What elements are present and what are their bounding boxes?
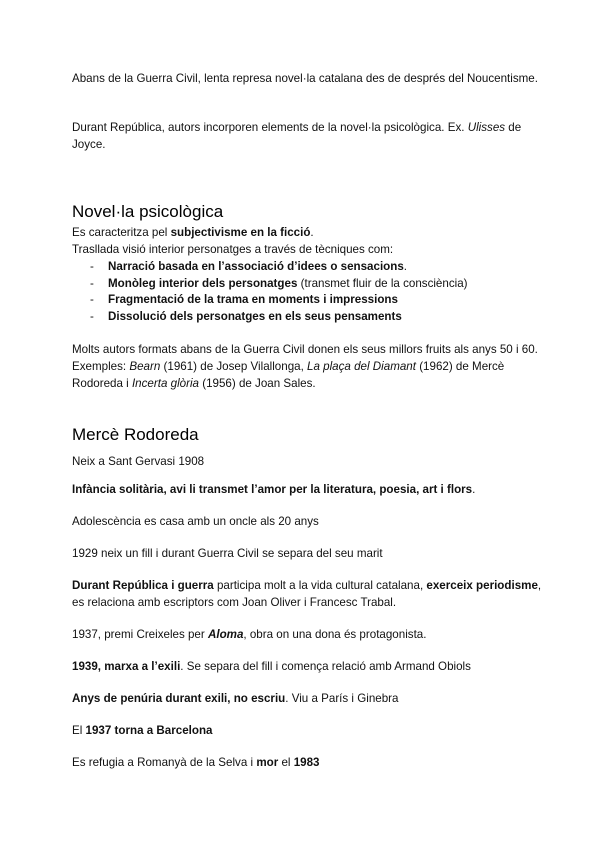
section-heading-merce-rodoreda: Mercè Rodoreda xyxy=(72,425,199,444)
text-run: 1929 neix un fill i durant Guerra Civil se separa del seu marit xyxy=(72,547,383,560)
section-heading-novella-psicologica: Novel·la psicològica xyxy=(72,202,224,221)
list-item xyxy=(72,259,542,276)
bold-text: Narració basada en l’associació d’idees o sensacions xyxy=(108,260,404,273)
paragraph xyxy=(72,545,542,562)
paragraph xyxy=(72,481,542,498)
text-run: Es caracteritza pel xyxy=(72,226,171,239)
text-run: participa molt a la vida cultural catalana, xyxy=(213,579,427,592)
text-run: el xyxy=(278,756,294,769)
text-run: (1962) de Mercè Rodoreda i xyxy=(72,360,505,390)
bold-text: mor xyxy=(256,756,279,769)
text-run: Abans de la Guerra Civil, lenta represa novel·la catalana des de després del Noucentisme. xyxy=(72,72,538,85)
paragraph xyxy=(72,754,542,771)
text-run: . Se separa del fill i comença relació amb Armand Obiols xyxy=(180,660,471,673)
text-run: El xyxy=(72,724,86,737)
bold-text: 1937 torna a Barcelona xyxy=(85,724,213,737)
paragraph xyxy=(72,658,542,675)
paragraph xyxy=(72,241,542,258)
italic-title: Incerta glòria xyxy=(131,377,199,390)
text-run: (1961) de Josep Vilallonga, xyxy=(160,360,308,373)
paragraph xyxy=(72,453,542,470)
paragraph xyxy=(72,513,542,530)
list-item xyxy=(72,292,542,309)
bold-text: Anys de penúria durant exili, no escriu xyxy=(72,692,286,705)
bold-text: Durant República i guerra xyxy=(72,579,214,592)
paragraph xyxy=(72,119,542,153)
list-item xyxy=(72,309,542,326)
text-run: Durant República, autors incorporen elements de la novel·la psicològica. Ex. xyxy=(72,121,468,134)
paragraph xyxy=(72,341,547,392)
bold-text: subjectivisme en la ficció xyxy=(170,226,311,239)
text-run: . xyxy=(310,226,314,239)
bold-text: Monòleg interior dels personatges xyxy=(108,276,298,290)
bold-text: Fragmentació de la trama en moments i impressions xyxy=(108,293,398,307)
bold-text: 1939, marxa a l’exili xyxy=(72,660,181,673)
text-run: , es relaciona amb escriptors com Joan Oliver i Francesc Trabal. xyxy=(72,579,542,609)
bold-italic-title: Aloma xyxy=(207,628,244,641)
paragraph xyxy=(72,690,542,707)
text-run: Adolescència es casa amb un oncle als 20 anys xyxy=(72,515,319,528)
paragraph xyxy=(72,224,542,241)
bold-text: 1983 xyxy=(293,756,320,769)
text-run: (1956) de Joan Sales. xyxy=(198,377,316,390)
paragraph xyxy=(72,626,542,643)
text-run: , obra on una dona és protagonista. xyxy=(243,628,427,641)
text-run: Traslladа visió interior personatges a través de tècniques com: xyxy=(72,243,394,256)
bold-text: exerceix periodisme xyxy=(426,579,538,592)
text-run: . xyxy=(472,483,476,496)
italic-title: La plaça del Diamant xyxy=(307,360,416,373)
bold-text: Infància solitària, avi li transmet l’amor per la literatura, poesia, art i flors xyxy=(72,483,473,496)
bold-text: Dissolució dels personatges en els seus pensaments xyxy=(108,309,402,323)
paragraph xyxy=(72,577,542,611)
text-run: (transmet fluir de la consciència) xyxy=(297,276,468,290)
text-run: Molts autors formats abans de la Guerra Civil donen els seus millors fruits als anys 50 i 60. Exemples: xyxy=(72,343,538,373)
paragraph xyxy=(72,70,542,87)
text-run: de Joyce. xyxy=(72,121,522,151)
text-run: . Viu a París i Ginebra xyxy=(285,692,399,705)
text-run: Neix a Sant Gervasi 1908 xyxy=(72,455,205,468)
paragraph xyxy=(72,722,542,739)
text-run: Es refugia a Romanyà de la Selva i xyxy=(72,756,257,769)
technique-list xyxy=(72,259,542,325)
italic-title: Ulisses xyxy=(467,121,506,134)
list-item xyxy=(72,276,542,293)
text-run: . xyxy=(403,260,408,273)
italic-title: Bearn xyxy=(129,360,161,373)
text-run: 1937, premi Creixeles per xyxy=(72,628,208,641)
